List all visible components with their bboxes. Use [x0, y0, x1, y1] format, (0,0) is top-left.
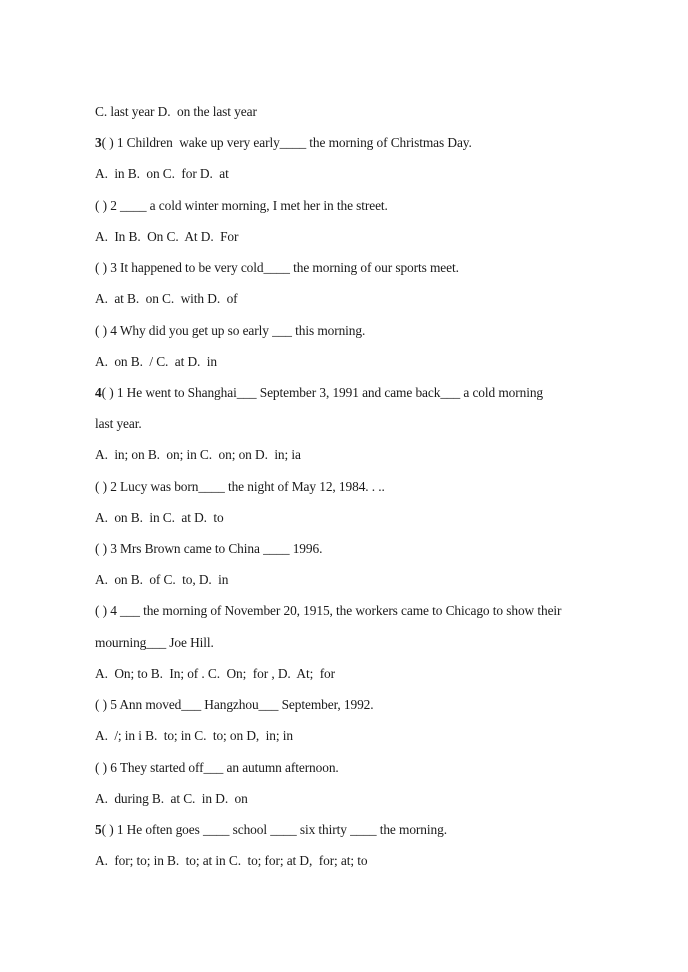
text-line: [95, 229, 238, 245]
text-line: [95, 635, 214, 651]
text-line: [95, 666, 335, 682]
text-line: [95, 166, 229, 182]
text-line: [95, 822, 447, 838]
text-line: [95, 291, 238, 307]
line-text: A. In B. On C. At D. For: [95, 229, 239, 244]
question-number: 5: [95, 822, 102, 837]
line-text: ( ) 3 It happened to be very cold____ the morning of our sports meet.: [95, 260, 459, 275]
line-text: A. /; in i B. to; in C. to; on D, in; in: [95, 728, 293, 743]
text-line: [95, 416, 142, 432]
text-line: [95, 260, 459, 276]
line-text: ( ) 1 He went to Shanghai___ September 3, 1991 and came back___ a cold morning: [101, 385, 544, 400]
question-number: 3: [95, 135, 102, 150]
line-text: C. last year D. on the last year: [95, 104, 257, 119]
line-text: A. on B. in C. at D. to: [95, 510, 224, 525]
line-text: A. On; to B. In; of . C. On; for , D. At; for: [95, 666, 336, 681]
line-text: A. for; to; in B. to; at in C. to; for; at D, for; at; to: [95, 853, 368, 868]
text-line: [95, 323, 365, 339]
text-line: [95, 853, 367, 869]
text-line: [95, 603, 561, 619]
text-line: [95, 479, 385, 495]
text-line: [95, 510, 224, 526]
line-text: ( ) 1 Children wake up very early____ the morning of Christmas Day.: [101, 135, 472, 150]
line-text: ( ) 6 They started off___ an autumn afternoon.: [95, 760, 339, 775]
text-line: [95, 572, 228, 588]
text-line: [95, 135, 472, 151]
line-text: A. during B. at C. in D. on: [95, 791, 248, 806]
line-text: A. in B. on C. for D. at: [95, 166, 229, 181]
line-text: A. in; on B. on; in C. on; on D. in; ia: [95, 447, 301, 462]
line-text: ( ) 4 Why did you get up so early ___ this morning.: [95, 323, 366, 338]
line-text: A. on B. of C. to, D. in: [95, 572, 229, 587]
line-text: mourning___ Joe Hill.: [95, 635, 214, 650]
text-line: [95, 791, 248, 807]
text-line: [95, 447, 301, 463]
line-text: ( ) 5 Ann moved___ Hangzhou___ September, 1992.: [95, 697, 374, 712]
question-number: 4: [95, 385, 102, 400]
line-text: ( ) 4 ___ the morning of November 20, 1915, the workers came to Chicago to show their: [95, 603, 562, 618]
text-line: [95, 541, 322, 557]
text-line: [95, 728, 293, 744]
line-text: ( ) 1 He often goes ____ school ____ six thirty ____ the morning.: [101, 822, 447, 837]
text-line: [95, 760, 339, 776]
line-text: A. on B. / C. at D. in: [95, 354, 218, 369]
text-line: [95, 697, 374, 713]
text-line: [95, 198, 388, 214]
text-line: [95, 354, 217, 370]
text-line: [95, 385, 543, 401]
text-line: [95, 104, 257, 120]
line-text: ( ) 2 Lucy was born____ the night of May 12, 1984. . ..: [95, 479, 385, 494]
line-text: ( ) 3 Mrs Brown came to China ____ 1996.: [95, 541, 323, 556]
line-text: A. at B. on C. with D. of: [95, 291, 238, 306]
line-text: ( ) 2 ____ a cold winter morning, I met her in the street.: [95, 198, 388, 213]
line-text: last year.: [95, 416, 142, 431]
